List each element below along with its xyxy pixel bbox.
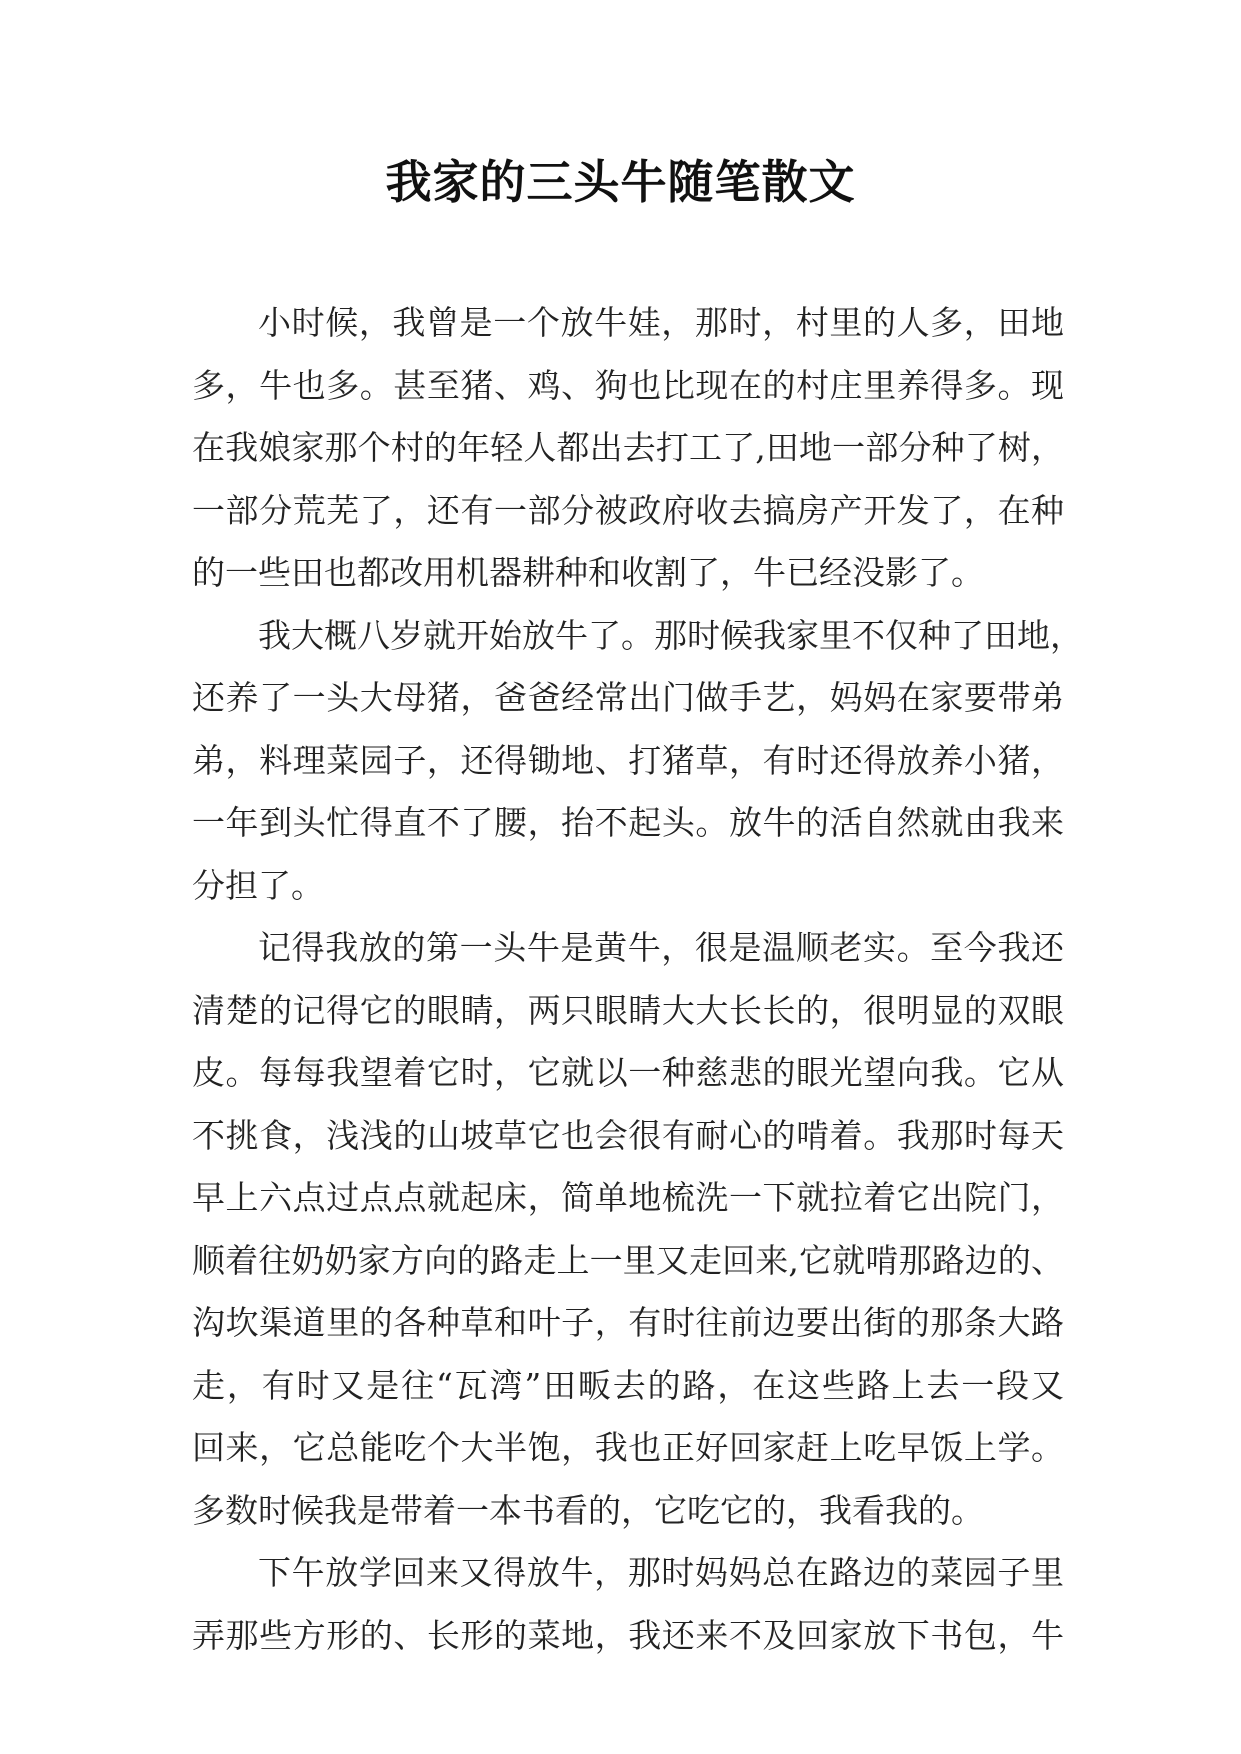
paragraph-2-line-4: 一年到头忙得直不了腰，抬不起头。放牛的活自然就由我来 bbox=[192, 803, 1064, 842]
paragraph-1-line-2: 多，牛也多。甚至猪、鸡、狗也比现在的村庄里养得多。现 bbox=[192, 365, 1064, 405]
paragraph-3-line-4: 不挑食，浅浅的山坡草它也会很有耐心的啃着。我那时每天 bbox=[192, 1115, 1064, 1155]
paragraph-1-line-3: 在我娘家那个村的年轻人都出去打工了,田地一部分种了树， bbox=[192, 428, 1064, 467]
paragraph-3-line-3: 皮。每每我望着它时，它就以一种慈悲的眼光望向我。它从 bbox=[192, 1053, 1064, 1092]
paragraph-1-line-5: 的一些田也都改用机器耕种和收割了，牛已经没影了。 bbox=[192, 553, 984, 592]
paragraph-1-line-1: 小时候，我曾是一个放牛娃，那时，村里的人多，田地 bbox=[258, 303, 1064, 342]
paragraph-3-line-9: 回来，它总能吃个大半饱，我也正好回家赶上吃早饭上学。 bbox=[192, 1428, 1064, 1467]
paragraph-2-line-3: 弟，料理菜园子，还得锄地、打猪草，有时还得放养小猪， bbox=[192, 740, 1064, 780]
paragraph-3-line-10: 多数时候我是带着一本书看的，它吃它的，我看我的。 bbox=[192, 1490, 984, 1530]
paragraph-3-line-7: 沟坎渠道里的各种草和叶子，有时往前边要出街的那条大路 bbox=[192, 1303, 1064, 1342]
paragraph-3-line-2: 清楚的记得它的眼睛，两只眼睛大大长长的，很明显的双眼 bbox=[192, 990, 1064, 1030]
paragraph-3-line-1: 记得我放的第一头牛是黄牛，很是温顺老实。至今我还 bbox=[258, 928, 1064, 967]
paragraph-4-line-2: 弄那些方形的、长形的菜地，我还来不及回家放下书包，牛 bbox=[192, 1615, 1064, 1655]
paragraph-4-line-1: 下午放学回来又得放牛，那时妈妈总在路边的菜园子里 bbox=[258, 1553, 1064, 1592]
paragraph-2-line-5: 分担了。 bbox=[192, 865, 324, 905]
paragraph-2-line-2: 还养了一头大母猪，爸爸经常出门做手艺，妈妈在家要带弟 bbox=[192, 678, 1064, 717]
paragraph-3-line-8: 走，有时又是往“瓦湾”田畈去的路，在这些路上去一段又 bbox=[192, 1365, 1064, 1405]
paragraph-3-line-5: 早上六点过点点就起床，简单地梳洗一下就拉着它出院门， bbox=[192, 1178, 1064, 1217]
paragraph-2-line-1: 我大概八岁就开始放牛了。那时候我家里不仅种了田地， bbox=[258, 615, 1083, 655]
paragraph-3-line-6: 顺着往奶奶家方向的路走上一里又走回来,它就啃那路边的、 bbox=[192, 1240, 1064, 1280]
document-body bbox=[192, 292, 1083, 1667]
document-title: 我家的三头牛随笔散文 bbox=[385, 155, 856, 209]
paragraph-1-line-4: 一部分荒芜了，还有一部分被政府收去搞房产开发了，在种 bbox=[192, 490, 1064, 530]
